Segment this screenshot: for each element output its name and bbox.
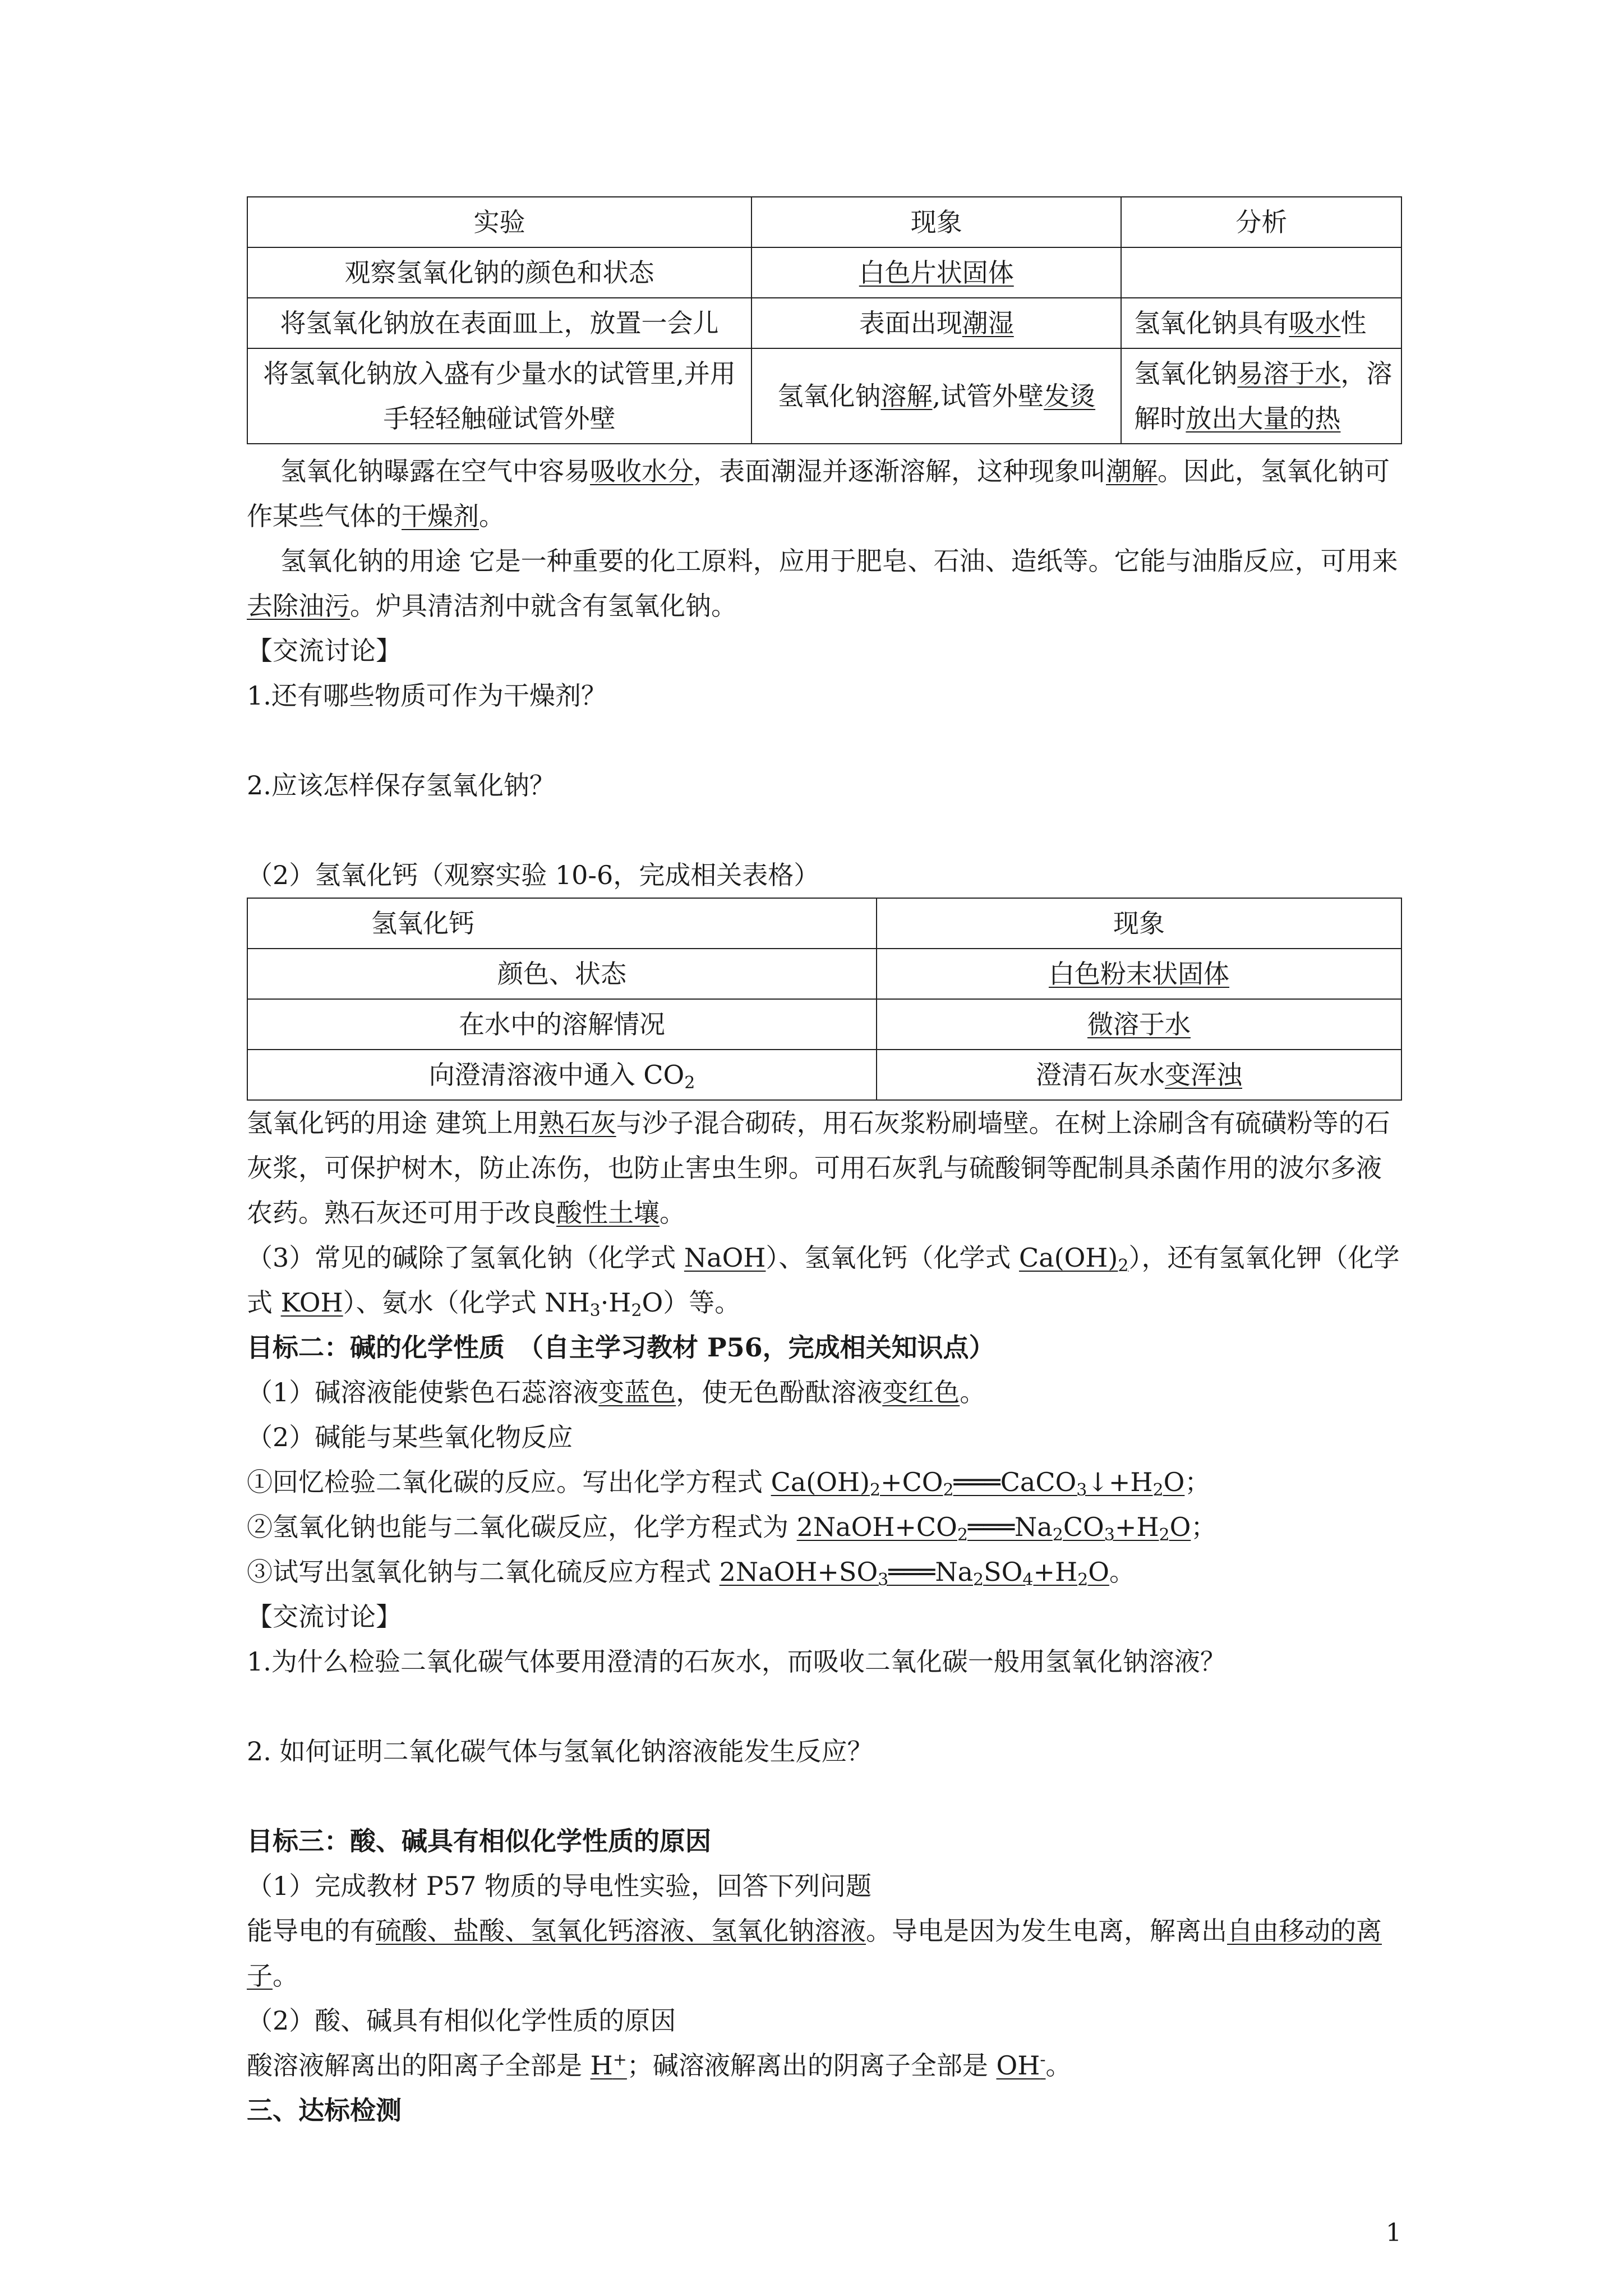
answer-text	[1019, 1243, 1129, 1276]
answer-text: 白色片状固体	[859, 257, 1014, 288]
property-cell: 颜色、状态	[247, 949, 877, 999]
eq-part: ═══Na	[967, 1512, 1053, 1542]
phenomenon-text: 氢氧化钠	[777, 381, 881, 411]
answer-space	[247, 808, 1402, 853]
answer-text: 易溶于水	[1237, 358, 1341, 389]
header-phenomenon: 现象	[751, 197, 1121, 247]
text: ；	[1184, 1467, 1211, 1497]
answer-text: 潮湿	[962, 308, 1014, 338]
superscript: -	[1040, 2050, 1046, 2070]
text: 。炉具清洁剂中就含有氢氧化钠。	[350, 591, 737, 621]
phenomenon-cell	[751, 298, 1121, 348]
discussion-question: 1.还有哪些物质可作为干燥剂？	[247, 680, 607, 711]
equation-line-2	[247, 1504, 1402, 1549]
text: ；	[1191, 1512, 1217, 1542]
answer-text: 潮解	[1106, 456, 1158, 486]
phenomenon-text: ,试管外壁	[932, 381, 1044, 411]
subscript: 3	[878, 1570, 889, 1590]
text: 澄清石灰水	[1036, 1060, 1165, 1090]
text: 。	[960, 1377, 986, 1407]
equation-answer	[796, 1512, 1191, 1545]
subscript: 2	[957, 1525, 968, 1545]
header-calcium-hydroxide: 氢氧化钙	[247, 898, 877, 949]
table-header-row	[247, 197, 1401, 247]
oxide-reaction-line: （2）碱能与某些氧化物反应	[247, 1422, 573, 1452]
text: H	[590, 2050, 613, 2081]
phenomenon-cell	[877, 999, 1401, 1050]
text: ，表面潮湿并逐渐溶解，这种现象叫	[693, 456, 1106, 486]
subscript: 2	[973, 1570, 984, 1590]
eq-part: Ca(OH)	[771, 1467, 870, 1497]
section-three-heading: 三、达标检测	[247, 2095, 402, 2125]
equation-answer	[771, 1467, 1185, 1500]
eq-part: +H	[1114, 1512, 1159, 1542]
table-row	[247, 999, 1401, 1050]
subscript: 2	[684, 1073, 695, 1093]
discussion-question: 2.应该怎样保存氢氧化钠？	[247, 770, 555, 800]
phenomenon-cell	[877, 949, 1401, 999]
conductors-paragraph	[247, 1908, 1402, 1998]
phenomenon-text: 表面出现	[859, 308, 962, 338]
subscript: 2	[631, 1301, 642, 1320]
answer-text: 熟石灰	[538, 1108, 616, 1138]
phenomenon-cell	[877, 1050, 1401, 1100]
text: ），还有氢氧化钾（化学式	[247, 1243, 1400, 1318]
text: 。	[1109, 1557, 1135, 1587]
text: Ca(OH)	[1019, 1243, 1118, 1273]
text: ；碱溶液解离出的阴离子全部是	[626, 2050, 997, 2081]
eq-part: SO	[984, 1557, 1023, 1587]
answer-text: 变蓝色	[598, 1377, 676, 1407]
subscript: 2	[943, 1480, 954, 1500]
table-row	[247, 1050, 1401, 1100]
subscript: 4	[1022, 1570, 1034, 1590]
subscript: 2	[869, 1480, 881, 1500]
table-row	[247, 348, 1401, 444]
analysis-text: 性	[1340, 308, 1367, 338]
eq-part: O	[1169, 1512, 1191, 1542]
subscript: 3	[1076, 1480, 1087, 1500]
eq-part: O	[1163, 1467, 1185, 1497]
text: 。导电是因为发生电离，解离出	[866, 1916, 1227, 1946]
answer-text: 变红色	[882, 1377, 960, 1407]
property-cell	[247, 1050, 877, 1100]
document-body	[247, 196, 1402, 2133]
answer-text: 硫酸、盐酸、氢氧化钙溶液、氢氧化钠溶液	[376, 1916, 866, 1946]
text: （3）常见的碱除了氢氧化钠（化学式	[247, 1243, 684, 1273]
answer-text: 自由移动的离子	[247, 1916, 1382, 1991]
answer-text: 发烫	[1044, 381, 1096, 411]
indicator-line	[247, 1370, 1402, 1415]
text: 。	[273, 1961, 298, 1991]
conductivity-line: （1）完成教材 P57 物质的导电性实验，回答下列问题	[247, 1871, 872, 1901]
answer-space	[247, 718, 1402, 763]
text: 与沙子混合砌砖，用石灰浆粉刷墙壁。在树上涂刷含有硫磺粉等的石灰浆，可保护树木，防止冻伤，也防止害虫生卵。可用石灰乳与硫酸铜等配制具杀菌作用的波尔多液农药。熟石灰还可用于改良	[247, 1108, 1390, 1228]
answer-text: 微溶于水	[1087, 1009, 1191, 1039]
answer-space	[247, 1774, 1402, 1819]
eq-part: CO	[1063, 1512, 1104, 1542]
analysis-text: ，溶解时	[1134, 358, 1393, 434]
answer-text	[997, 2050, 1046, 2081]
answer-space	[247, 1684, 1402, 1729]
subscript: 2	[1052, 1525, 1063, 1545]
text: ，使无色酚酞溶液	[676, 1377, 883, 1407]
property-cell: 在水中的溶解情况	[247, 999, 877, 1050]
equation-answer	[719, 1557, 1109, 1590]
text: 。	[1045, 2050, 1072, 2081]
goal-two-heading: 目标二：碱的化学性质 （自主学习教材 P56，完成相关知识点）	[247, 1332, 995, 1363]
text: 能导电的有	[247, 1916, 376, 1946]
text: 。	[660, 1198, 685, 1228]
answer-text: 酸性土壤	[556, 1198, 660, 1228]
discussion-question: 2. 如何证明二氧化碳气体与氢氧化钠溶液能发生反应？	[247, 1736, 873, 1766]
eq-part: O	[1088, 1557, 1109, 1587]
analysis-text: 氢氧化钠具有	[1134, 308, 1289, 338]
analysis-cell	[1121, 348, 1401, 444]
text: 。因此，氢氧化钠可作某些气体的	[247, 456, 1390, 531]
subscript: 2	[1159, 1525, 1170, 1545]
answer-text: 变浑浊	[1165, 1060, 1242, 1090]
section-heading: （2）氢氧化钙（观察实验 10-6，完成相关表格）	[247, 860, 820, 890]
equation-line-3	[247, 1549, 1402, 1594]
text: ·H	[600, 1287, 631, 1318]
text: 氢氧化钠的用途 它是一种重要的化工原料，应用于肥皂、石油、造纸等。它能与油脂反应，可用来	[280, 546, 1398, 576]
text: ①回忆检验二氧化碳的反应。写出化学方程式	[247, 1467, 771, 1497]
analysis-text: 氢氧化钠	[1134, 358, 1238, 389]
answer-text	[591, 2050, 627, 2081]
ions-line	[247, 2043, 1402, 2088]
eq-part: ═══CaCO	[953, 1467, 1077, 1497]
eq-part: +H	[1033, 1557, 1078, 1587]
eq-part: ═══Na	[888, 1557, 974, 1587]
header-analysis: 分析	[1121, 197, 1401, 247]
text: O）等。	[642, 1287, 741, 1318]
discussion-title: 【交流讨论】	[247, 636, 402, 666]
page-number: 1	[1386, 2219, 1401, 2247]
header-experiment: 实验	[247, 197, 751, 247]
table-row	[247, 949, 1401, 999]
discussion-question: 1.为什么检验二氧化碳气体要用澄清的石灰水，而吸收二氧化碳一般用氢氧化钠溶液？	[247, 1646, 1226, 1677]
answer-text: 去除油污	[247, 591, 350, 621]
answer-text: 放出大量的热	[1186, 403, 1341, 434]
caoh2-uses-paragraph	[247, 1101, 1402, 1235]
answer-text: 吸收水分	[590, 456, 693, 486]
table-header-row	[247, 898, 1401, 949]
text: ）、氢氧化钙（化学式	[766, 1243, 1020, 1273]
superscript: +	[612, 2050, 627, 2070]
text: OH	[996, 2050, 1040, 2081]
answer-text: 干燥剂	[402, 501, 479, 531]
equation-line-1	[247, 1460, 1402, 1504]
text: ）、氨水（化学式 NH	[343, 1287, 590, 1318]
answer-text: KOH	[280, 1287, 343, 1318]
discussion-title: 【交流讨论】	[247, 1602, 402, 1632]
text: 酸溶液解离出的阳离子全部是	[247, 2050, 591, 2081]
subscript: 2	[1077, 1570, 1089, 1590]
answer-text: NaOH	[684, 1243, 766, 1273]
eq-part: ↓+H	[1087, 1467, 1153, 1497]
naoh-uses-paragraph	[247, 539, 1402, 628]
subscript: 3	[1104, 1525, 1115, 1545]
phenomenon-cell	[751, 247, 1121, 298]
analysis-cell	[1121, 298, 1401, 348]
text: ②氢氧化钠也能与二氧化碳反应，化学方程式为	[247, 1512, 797, 1542]
experiment-cell: 将氢氧化钠放入盛有少量水的试管里,并用手轻轻触碰试管外壁	[247, 348, 751, 444]
answer-text: 白色粉末状固体	[1049, 959, 1229, 989]
eq-part: 2NaOH+CO	[796, 1512, 957, 1542]
text: 。	[479, 501, 505, 531]
subscript: 2	[1118, 1256, 1129, 1276]
naoh-deliquescence-paragraph	[247, 449, 1402, 539]
answer-text: 吸水	[1289, 308, 1341, 338]
text: 向澄清溶液中通入 CO	[428, 1060, 685, 1090]
reason-line: （2）酸、碱具有相似化学性质的原因	[247, 2005, 676, 2036]
eq-part: +CO	[880, 1467, 943, 1497]
goal-three-heading: 目标三：酸、碱具有相似化学性质的原因	[247, 1826, 711, 1856]
text: （1）碱溶液能使紫色石蕊溶液	[247, 1377, 599, 1407]
eq-part: 2NaOH+SO	[719, 1557, 878, 1587]
phenomenon-cell	[751, 348, 1121, 444]
text: ③试写出氢氧化钠与二氧化硫反应方程式	[247, 1557, 720, 1587]
text: 氢氧化钙的用途 建筑上用	[247, 1108, 539, 1138]
subscript: 2	[1152, 1480, 1164, 1500]
common-bases-paragraph	[247, 1235, 1402, 1325]
subscript: 3	[589, 1301, 601, 1320]
experiment-cell: 将氢氧化钠放在表面皿上，放置一会儿	[247, 298, 751, 348]
text: 氢氧化钠曝露在空气中容易	[280, 456, 590, 486]
naoh-experiment-table	[247, 196, 1402, 444]
table-row	[247, 298, 1401, 348]
analysis-cell	[1121, 247, 1401, 298]
experiment-cell: 观察氢氧化钠的颜色和状态	[247, 247, 751, 298]
caoh2-table	[247, 898, 1402, 1101]
answer-text: 溶解	[880, 381, 933, 411]
header-phenomenon: 现象	[877, 898, 1401, 949]
table-row	[247, 247, 1401, 298]
